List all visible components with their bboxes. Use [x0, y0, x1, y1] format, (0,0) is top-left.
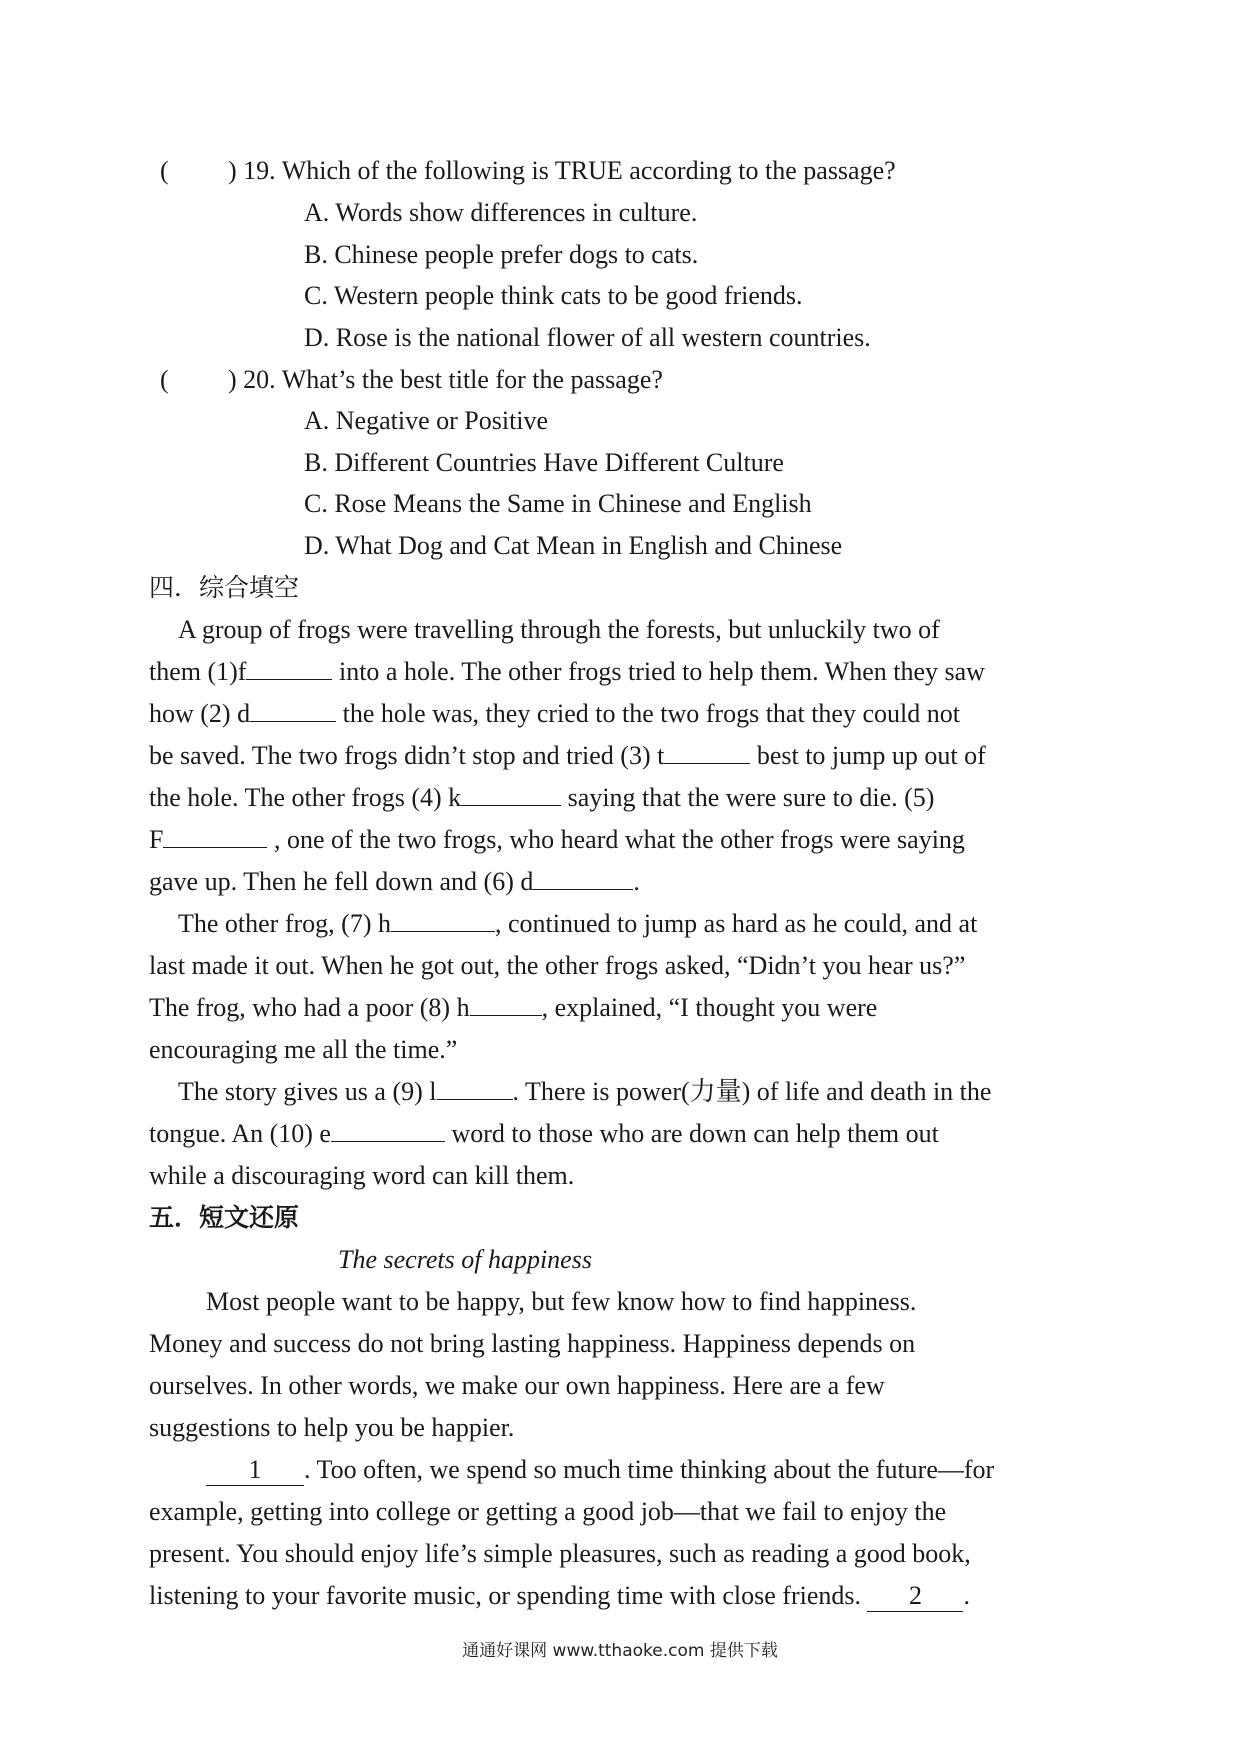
passage-line: A group of frogs were travelling through the forests, but unluckily two of: [178, 615, 940, 644]
answer-paren-close: ): [228, 365, 237, 394]
passage-line: 1 . Too often, we spend so much time thinking about the future—for: [206, 1455, 994, 1486]
passage-line: while a discouraging word can kill them.: [149, 1161, 575, 1190]
fill-blank-1[interactable]: [246, 657, 332, 680]
passage-line: them (1)f into a hole. The other frogs tried to help them. When they saw: [149, 657, 985, 686]
passage-line: encouraging me all the time.”: [149, 1035, 458, 1064]
passage-line: F , one of the two frogs, who heard what the other frogs were saying: [149, 825, 965, 854]
section-heading-sentence-completion: 五．短文还原: [149, 1203, 300, 1232]
passage-line: Most people want to be happy, but few know how to find happiness.: [206, 1287, 917, 1316]
fill-blank-8[interactable]: [470, 993, 542, 1016]
option-c: C. Western people think cats to be good friends.: [304, 281, 803, 310]
question-19: [160, 156, 896, 186]
passage-line: tongue. An (10) e word to those who are down can help them out: [149, 1119, 939, 1148]
passage-line: listening to your favorite music, or spending time with close friends. 2 .: [149, 1581, 970, 1610]
passage-line: The frog, who had a poor (8) h , explained, “I thought you were: [149, 993, 878, 1022]
answer-paren-open: (: [160, 156, 169, 185]
fill-blank-5[interactable]: [163, 825, 267, 848]
option-a: A. Negative or Positive: [304, 406, 549, 435]
footer-credit: 通通好课网 www.tthaoke.com 提供下载: [462, 1641, 778, 1661]
fill-blank-10[interactable]: [331, 1119, 445, 1142]
fill-blank-3[interactable]: [664, 741, 750, 764]
passage-line: the hole. The other frogs (4) k saying that the were sure to die. (5): [149, 783, 935, 812]
passage-line: ourselves. In other words, we make our own happiness. Here are a few: [149, 1371, 885, 1400]
passage-line: present. You should enjoy life’s simple pleasures, such as reading a good book,: [149, 1539, 971, 1568]
fill-blank-2[interactable]: [250, 699, 336, 722]
passage-line: be saved. The two frogs didn’t stop and tried (3) t best to jump up out of: [149, 741, 986, 770]
numbered-blank-1[interactable]: 1: [206, 1455, 304, 1486]
fill-blank-7[interactable]: [391, 909, 495, 932]
numbered-blank-2[interactable]: 2: [867, 1581, 963, 1612]
question-stem: 20. What’s the best title for the passage?: [243, 365, 663, 394]
passage-title: The secrets of happiness: [338, 1245, 592, 1274]
option-b: B. Different Countries Have Different Culture: [304, 448, 784, 477]
answer-paren-open: (: [160, 365, 169, 394]
option-b: B. Chinese people prefer dogs to cats.: [304, 240, 699, 269]
option-d: D. What Dog and Cat Mean in English and Chinese: [304, 531, 843, 560]
fill-blank-9[interactable]: [437, 1077, 513, 1100]
fill-blank-4[interactable]: [461, 783, 561, 806]
section-heading-cloze: 四．综合填空: [149, 573, 300, 602]
passage-line: Money and success do not bring lasting happiness. Happiness depends on: [149, 1329, 916, 1358]
passage-line: suggestions to help you be happier.: [149, 1413, 515, 1442]
question-20: [160, 365, 663, 395]
passage-line: example, getting into college or getting a good job—that we fail to enjoy the: [149, 1497, 947, 1526]
passage-line: The story gives us a (9) l . There is power(力量) of life and death in the: [178, 1077, 992, 1106]
passage-line: how (2) d the hole was, they cried to the two frogs that they could not: [149, 699, 960, 728]
option-d: D. Rose is the national flower of all western countries.: [304, 323, 871, 352]
passage-line: gave up. Then he fell down and (6) d .: [149, 867, 640, 896]
option-c: C. Rose Means the Same in Chinese and English: [304, 489, 812, 518]
passage-line: last made it out. When he got out, the other frogs asked, “Didn’t you hear us?”: [149, 951, 966, 980]
question-stem: 19. Which of the following is TRUE according to the passage?: [243, 156, 896, 185]
option-a: A. Words show differences in culture.: [304, 198, 698, 227]
answer-paren-close: ): [228, 156, 237, 185]
fill-blank-6[interactable]: [533, 867, 633, 890]
passage-line: The other frog, (7) h , continued to jump as hard as he could, and at: [178, 909, 978, 938]
